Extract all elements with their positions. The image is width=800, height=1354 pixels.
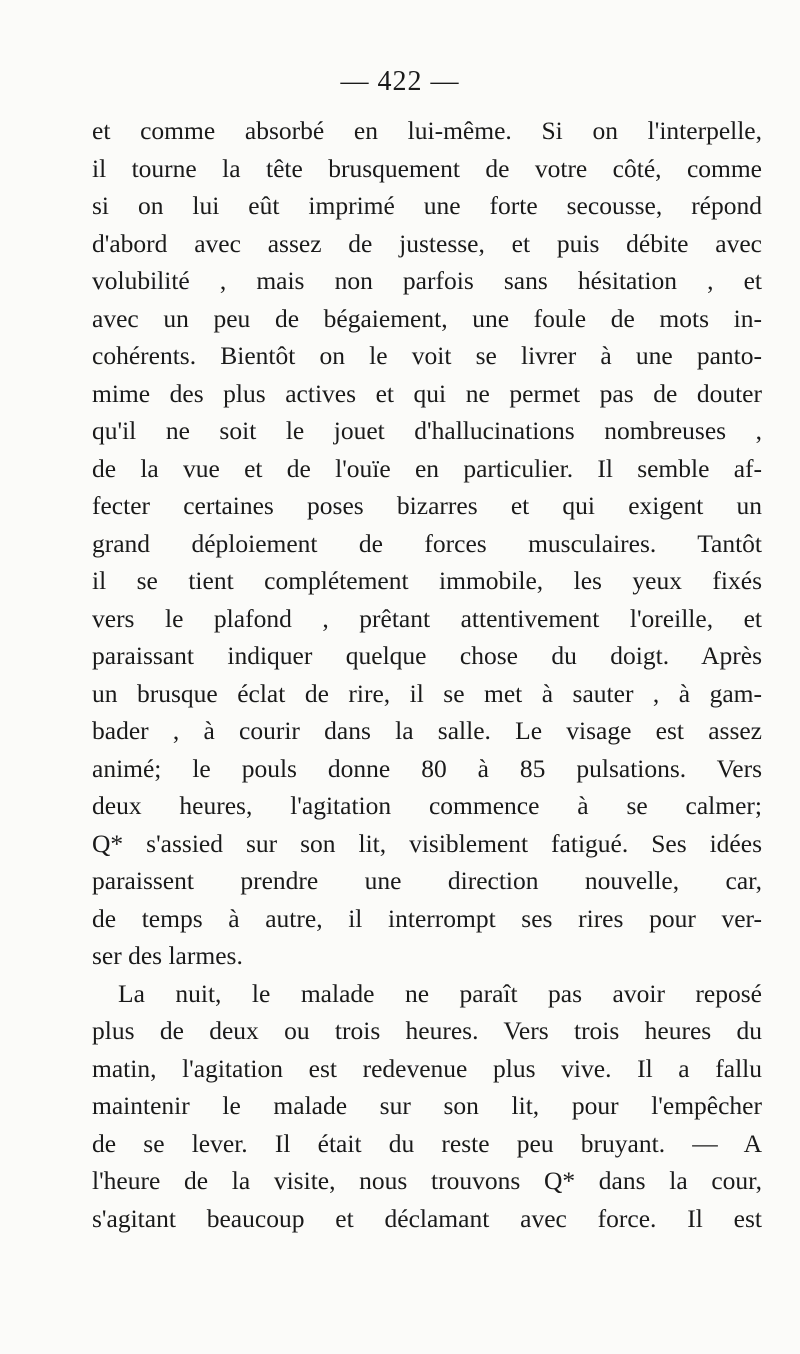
text-line: il se tient complétement immobile, les yeux fixés: [92, 566, 762, 595]
text-line: grand déploiement de forces musculaires. Tantôt: [92, 528, 762, 558]
page-number: — 422 —: [340, 66, 460, 97]
text-line: de la vue et de l'ouïe en particulier. Il semble af-: [92, 453, 762, 483]
text-line: mime des plus actives et qui ne permet pas de douter: [92, 378, 762, 408]
text-line: s'agitant beaucoup et déclamant avec force. Il est: [92, 1203, 762, 1233]
text-line: l'heure de la visite, nous trouvons Q* dans la cour,: [92, 1166, 762, 1195]
text-line: volubilité , mais non parfois sans hésitation , et: [92, 266, 762, 295]
text-line: animé; le pouls donne 80 à 85 pulsations. Vers: [92, 753, 762, 783]
text-line: il tourne la tête brusquement de votre côté, comme: [92, 153, 762, 183]
text-line: si on lui eût imprimé une forte secousse, répond: [92, 191, 762, 220]
text-line: qu'il ne soit le jouet d'hallucinations nombreuses ,: [92, 416, 762, 445]
text-line: Q* s'assied sur son lit, visiblement fatigué. Ses idées: [92, 828, 762, 858]
text-line: matin, l'agitation est redevenue plus vive. Il a fallu: [92, 1053, 762, 1083]
text-line: d'abord avec assez de justesse, et puis débite avec: [92, 228, 762, 258]
text-line: paraissent prendre une direction nouvelle, car,: [92, 866, 762, 895]
text-line: cohérents. Bientôt on le voit se livrer à une panto-: [92, 341, 762, 370]
text-line: paraissant indiquer quelque chose du doigt. Après: [92, 641, 762, 670]
text-line: de temps à autre, il interrompt ses rires pour ver-: [92, 903, 762, 933]
text-line: fecter certaines poses bizarres et qui exigent un: [92, 491, 762, 520]
text-line: et comme absorbé en lui-même. Si on l'interpelle,: [92, 116, 762, 145]
text-line: deux heures, l'agitation commence à se calmer;: [92, 791, 762, 820]
text-line: ser des larmes.: [92, 941, 243, 970]
text-line: un brusque éclat de rire, il se met à sauter , à gam-: [92, 678, 762, 708]
text-line: bader , à courir dans la salle. Le visage est assez: [92, 716, 762, 745]
text-line: avec un peu de bégaiement, une foule de mots in-: [92, 303, 762, 333]
text-line: de se lever. Il était du reste peu bruyant. — A: [92, 1128, 762, 1158]
text-line: La nuit, le malade ne paraît pas avoir reposé: [118, 978, 762, 1008]
text-line: vers le plafond , prêtant attentivement l'oreille, et: [92, 603, 762, 633]
body-text: [92, 112, 762, 1237]
text-line: plus de deux ou trois heures. Vers trois heures du: [92, 1016, 762, 1045]
text-line: maintenir le malade sur son lit, pour l'empêcher: [92, 1091, 762, 1120]
